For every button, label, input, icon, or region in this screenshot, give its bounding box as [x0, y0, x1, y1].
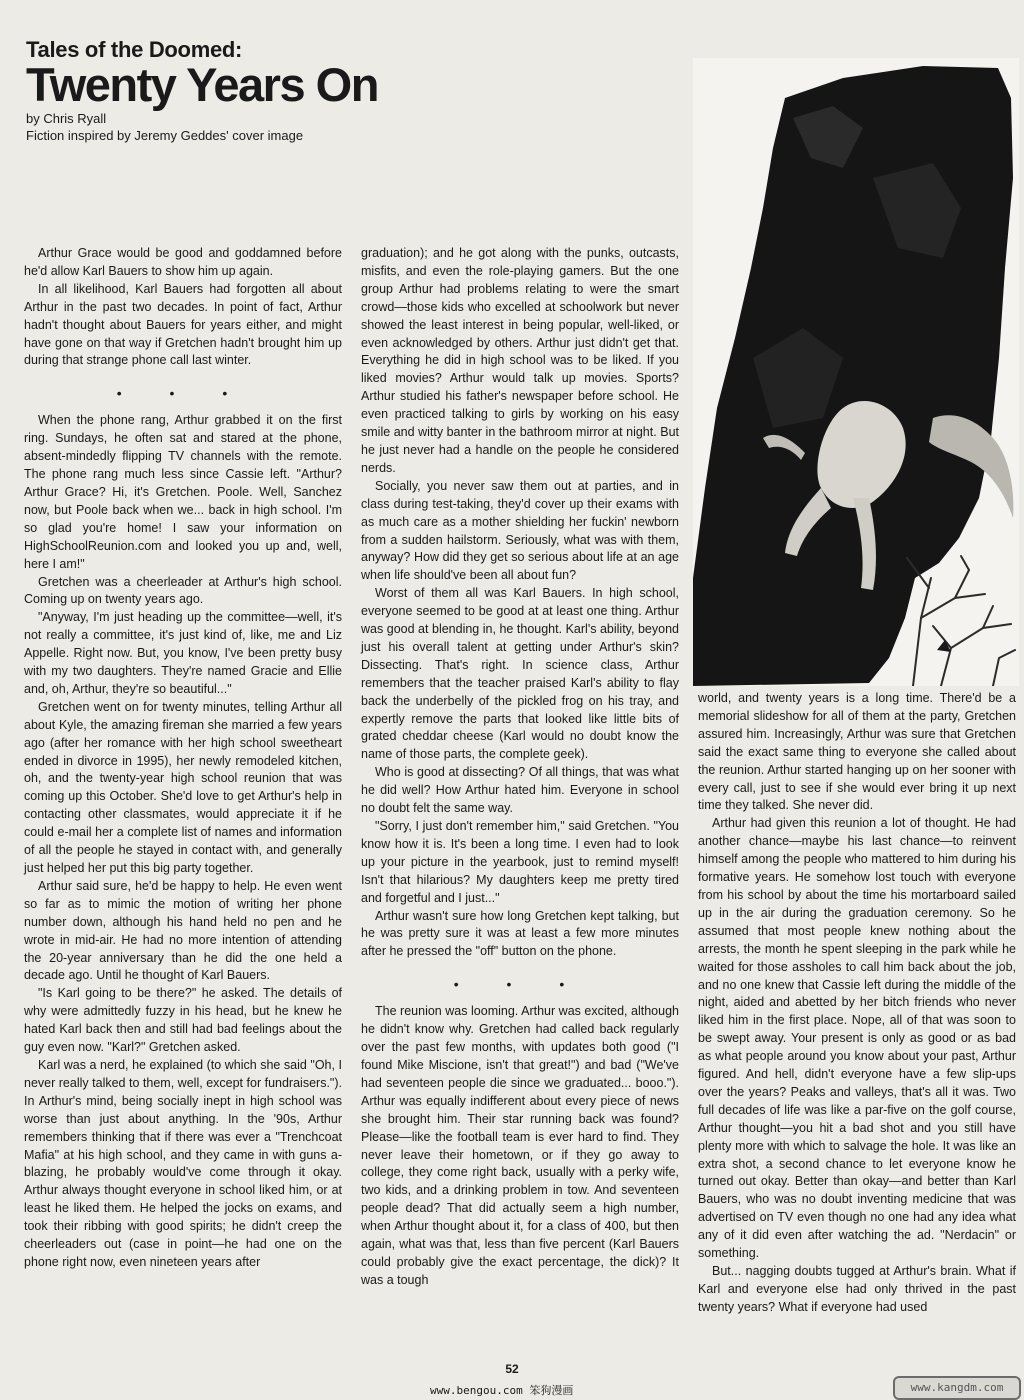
paragraph: Arthur Grace would be good and goddamned before he'd allow Karl Bauers to show him up again. [24, 246, 342, 278]
page-number: 52 [505, 1362, 519, 1376]
paragraph: Who is good at dissecting? Of all things, that was what he did well? How Arthur hated him. Everyone in school no doubt felt the same way. [361, 765, 679, 816]
paragraph: Worst of them all was Karl Bauers. In high school, everyone seemed to be good at at least one thing. Arthur was good at blending in, he thought. Karl's ability, beyond just his overall talent at getting under Arthur's skin? Dissecting. That's right. In science class, Arthur remembers that the teacher praised Karl's ability to flay back the underbelly of the pickled frog on his tray, and expertly remove the parts that looked like little bits of grated cheddar cheese (Karl would no doubt know the name of those parts, the complete geek). [361, 586, 679, 762]
paragraph: world, and twenty years is a long time. There'd be a memorial slideshow for all of them at the party, Gretchen assured him. Increasingly, Arthur was sure that Gretchen said the exact same thing to everyone she called about the reunion. Arthur started hanging up on her sooner with every call, just to see if she would ever bring it up next time they talked. She never did. [698, 691, 1016, 813]
paragraph: Arthur said sure, he'd be happy to help. He even went so far as to mimic the motion of writing her phone number down, although his hand held no pen and he wrote in mid-air. He had no more intention of attending the 20-year anniversary than he did the one held a decade ago. Until he thought of Karl Bauers. [24, 878, 342, 983]
paragraph: "Anyway, I'm just heading up the committee—well, it's not really a committee, it's just kind of, like, me and Liz Appelle. Right now. But, you know, I've been pretty busy with my two daughters. They're named Gracie and Ellie and, oh, Arthur, they're so beautiful..." [24, 610, 342, 696]
paragraph: When the phone rang, Arthur grabbed it on the first ring. Sundays, he often sat and stared at the phone, absent-mindedly flipping TV channels with the remote. The phone rang much less since Cassie left. "Arthur? Arthur Grace? Hi, it's Gretchen. Poole. Well, Sanchez now, but Poole back when we... back in high school. I'm so glad you're home! I saw your information on HighSchoolReunion.com and looked you up and, well, here I am!" [24, 413, 342, 571]
paragraph: The reunion was looming. Arthur was excited, although he didn't know why. Gretchen had called back regularly over the past few months, with updates both good ("I found Mike Miscione, isn't that great!") and bad ("We've had seventeen people die since we graduated... booo."). Arthur was equally indifferent about every piece of news she brought him. Their star running back was found? Please—like the football team is ever hard to find. They never leave their hometown, or if they go away to college, they come right back, usually with a perky wife, two kids, and a drinking problem in tow. And seventeen people dead? That did actually seem a high number, when Arthur thought about it, for a class of 400, but then again, what was that, less than five percent (Karl Bauers could probably give the exact percentage, the dick)? It was a tough [361, 1004, 679, 1287]
paragraph: "Sorry, I just don't remember him," said Gretchen. "You know how it is. It's been a long time. I even had to look up your picture in the yearbook, just to remind myself! Isn't that hilarious? My daughters keep me pretty tired and forgetful and I just..." [361, 819, 679, 905]
text-column-2 [361, 245, 679, 1290]
article-title: Twenty Years On [26, 58, 378, 111]
byline: by Chris Ryall [26, 111, 107, 126]
cover-illustration [693, 58, 1019, 686]
paragraph: Karl was a nerd, he explained (to which she said "Oh, I never really talked to them, well, except for fundraisers."). In Arthur's mind, being socially inept in high school was worse than just about anything. In the '90s, Arthur remembers thinking that if there was ever a "Trenchcoat Mafia" at his high school, and they came in with guns a-blazing, he probably would've come through it okay. Arthur always thought everyone in school liked him, or at least he liked them. He helped the jocks on exams, and took their ribbing with good spirits; he didn't creep the cheerleaders out (case in point—he had one on the phone right now, even nineteen years after [24, 1057, 342, 1269]
paragraph: Arthur wasn't sure how long Gretchen kept talking, but he was pretty sure it was at least a few more minutes after he pressed the "off" button on the phone. [361, 908, 679, 959]
paragraph: graduation); and he got along with the punks, outcasts, misfits, and even the role-playing gamers. But the one group Arthur had problems relating to were the smart crowd—those kids who excelled at schoolwork but never showed the least interest in being popular, well-liked, or even acknowledged by others. Arthur just didn't get that. Everything he did in high school was to be liked. If you liked movies? Arthur would talk up movies. Sports? Arthur studied his father's newspaper before school. He even practiced talking to girls by working on his easy smile and witty banter in the bathroom mirror at night. But he just never had a handle on the people he considered nerds. [361, 246, 679, 475]
series-title: Tales of the Doomed: [26, 37, 243, 62]
watermark-left: www.bengou.com 笨狗漫画 [430, 1384, 574, 1397]
rock-climber-illustration [693, 58, 1019, 686]
paragraph: "Is Karl going to be there?" he asked. The details of why were admittedly fuzzy in his head, but he knew he hated Karl back then and still had bad feelings about the guy even now. "Karl?" Gretchen asked. [24, 986, 342, 1055]
article-header [26, 38, 378, 144]
section-separator: • • • [116, 385, 250, 402]
paragraph: Arthur had given this reunion a lot of thought. He had another chance—maybe his last chance—to reinvent himself among the people who mattered to him during his formative years. He somehow lost touch with everyone from his school by about the time his mortarboard sailed up in the air during the graduation ceremony. So he assumed that most people knew nothing about the arrests, the month he spent sleeping in the park while he waited for those assholes to call him back about the job, and no one knew that Cassie left during the middle of the night, aided and abetted by her bitch friends who never liked him in the first place. Nope, all of that was soon to be swept away. Your present is only as good or as bad as what people around you know about your past, Arthur figured. And hell, didn't everyone have a few slip-ups over the years? Peaks and valleys, that's all it was. Two full decades of life was like a par-five on the golf course, Arthur thought—you hit a bad shot and you still have plenty more with which to salvage the hole. It was like an extra shot, a second chance to let everyone know he turned out okay. Better than okay—and better than Karl Bauers, who was no doubt inventing medicine that was advertised on TV even though no one had any idea what any of it did even after watching the ad. "Nerdacin" or something. [698, 816, 1016, 1261]
text-column-3 [698, 690, 1016, 1317]
paragraph: In all likelihood, Karl Bauers had forgotten all about Arthur in the past two decades. In point of fact, Arthur hadn't thought about Bauers for years either, and might have gone on that way if Gretchen hadn't brought him up during that strange phone call last winter. [24, 281, 342, 368]
inspiration-note: Fiction inspired by Jeremy Geddes' cover image [26, 128, 304, 143]
paragraph: But... nagging doubts tugged at Arthur's brain. What if Karl and everyone else had only thrived in the past twenty years? What if everyone had used [698, 1264, 1016, 1314]
section-separator: • • • [453, 976, 587, 993]
text-column-1 [24, 245, 342, 1272]
watermark-right: www.kangdm.com [893, 1376, 1021, 1400]
paragraph: Gretchen went on for twenty minutes, telling Arthur all about Kyle, the amazing fireman she married a few years ago (after her romance with her high school sweetheart ended in divorce in 1995), her newly remodeled kitchen, oh, and the twenty-year high school reunion that was coming up this October. She'd love to get Arthur's help in contacting other classmates, would appreciate it if he could e-mail her a complete list of names and information of all the people he stayed in contact with, and generally just helped her put this big party together. [24, 699, 342, 875]
paragraph: Gretchen was a cheerleader at Arthur's high school. Coming up on twenty years ago. [24, 574, 342, 607]
paragraph: Socially, you never saw them out at parties, and in class during test-taking, they'd cover up their exams with as much care as a mother shielding her fuckin' newborn from a sudden hailstorm. Seriously, what was with them, anyway? How did they get so serious about life at an age when life should've been all about fun? [361, 478, 679, 583]
